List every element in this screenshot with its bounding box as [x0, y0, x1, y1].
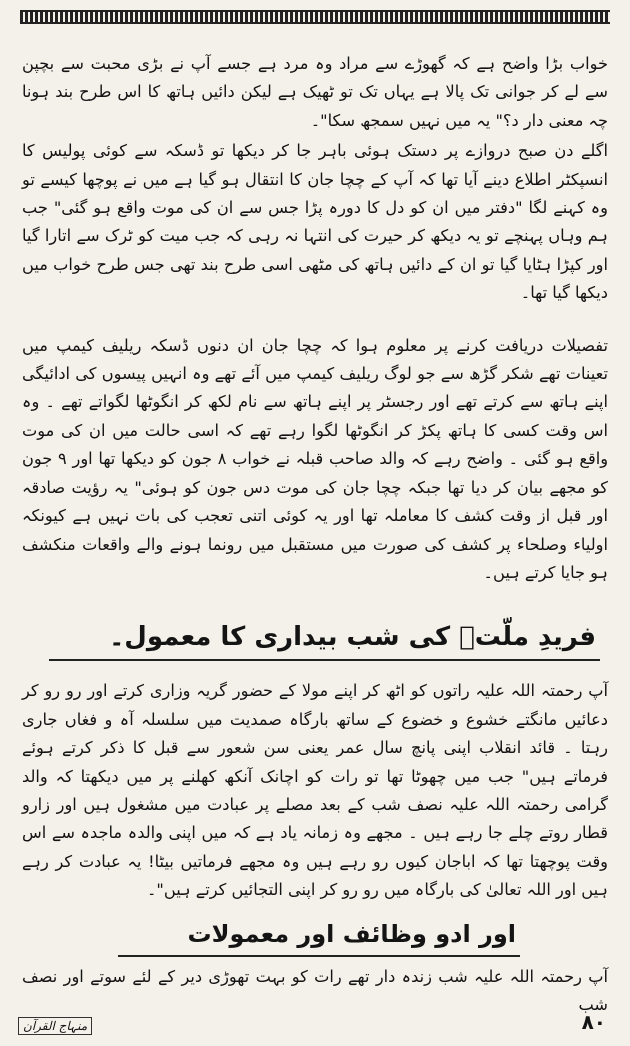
paragraph-night-routine: آپ رحمتہ اللہ علیہ شب زندہ دار تھے رات کو بہت تھوڑی دیر کے لئے سوتے اور نصف شب	[22, 966, 608, 1014]
section-heading-2-wrapper	[22, 917, 608, 957]
paragraph-relief-camp-details: تفصیلات دریافت کرنے پر معلوم ہوا کہ چچا جان ان دنوں ڈسکہ ریلیف کیمپ میں تعینات تھے شکر گڑھ سے جو لوگ ریلیف کیمپ میں آئے تھے وہ انہیں پیسوں کی ادائیگی اپنے ہاتھ سے کرتے تھے اور رجسٹر پر اپنے ہاتھ سے نام لکھ کر انگوٹھا لگواتے تھے ۔ وہ اس وقت کسی کا ہاتھ پکڑ کر انگوٹھا لگوا رہے تھے کہ اسی حالت میں ان کی موت واقع ہو گئی ۔ واضح رہے کہ والد صاحب قبلہ نے خواب ۸ جون کو دیکھا تھا اور ۹ جون کو مجھے بیان کر دیا تھا جبکہ چچا جان کی موت دس جون کو ہوئی" یہ رؤیت صادقہ اور قبل از وقت کشف کا معاملہ تھا اور یہ کوئی اتنی تعجب کی بات نہیں ہے کیونکہ اولیاء وصلحاء پر کشف کی صورت میں مستقبل میں رونما ہونے والے واقعات منکشف ہو جایا کرتے ہیں۔	[22, 335, 609, 582]
page-content	[22, 50, 608, 1019]
paragraph-night-prayers: آپ رحمتہ اللہ علیہ راتوں کو اٹھ کر اپنے مولا کے حضور گریہ وزاری کرتے اور رو رو کر دعائیں مانگتے خشوع و خضوع کے ساتھ بارگاہ صمدیت میں سلسلہ آہ و فغاں جاری رہتا ۔ قائد انقلاب اپنی پانچ سال عمر یعنی سن شعور سے قبل کا ذکر کرتے ہوئے فرماتے ہیں" جب میں چھوٹا تھا تو رات کو اچانک آنکھ کھلنے پر میں دیکھتا کہ والد گرامی رحمتہ اللہ علیہ نصف شب کے بعد مصلے پر عبادت میں مشغول ہیں اور زارو قطار روتے چلے جا رہے ہیں ۔ مجھے وہ زمانہ یاد ہے کہ میں اپنی والدہ ماجدہ سے اس وقت پوچھتا تھا کہ اباجان کیوں رو رہے ہیں وہ مجھے فرماتیں بیٹا! یہ عبادت کر رہے ہیں اور اللہ تعالیٰ کی بارگاہ میں رو رو کر اپنی التجائیں کرتے ہیں"۔	[22, 681, 608, 900]
top-border-rule	[20, 10, 610, 24]
paragraph-dream-interpretation: خواب بڑا واضح ہے کہ گھوڑے سے مراد وہ مرد ہے جسے آپ نے بڑی محبت سے بچپن سے لے کر جوانی تک پالا ہے یہاں تک تو ٹھیک ہے لیکن دائیں ہاتھ کا اس طرح بند ہونا چہ معنی دار د؟" یہ میں نہیں سمجھ سکا"۔	[22, 54, 608, 130]
paragraph-uncle-death-news: اگلے دن صبح دروازے پر دستک ہوئی باہر جا کر دیکھا تو ڈسکہ سے کوئی پولیس کا انسپکٹر اطلاع دینے آیا تھا کہ آپ کے چچا جان کا انتقال ہو گیا ہے میں نے پوچھا کیسے تو وہ کہنے لگا "دفتر میں ان کو دل کا دورہ پڑا جس سے ان کی موت واقع ہو گئی" جب ہم وہاں پہنچے تو یہ دیکھ کر حیرت کی انتہا نہ رہی کہ جب میت کو ٹرک سے اتارا گیا اور کپڑا ہٹایا گیا تو ان کے دائیں ہاتھ کی مٹھی اسی طرح بند تھی جس طرح خواب میں دیکھا گیا تھا۔	[22, 141, 608, 303]
section-heading-wrapper	[22, 619, 608, 661]
section-heading-night-vigil: فریدِ ملّتؒ کی شب بیداری کا معمول۔	[49, 619, 600, 661]
page-number: ۸۰	[581, 1010, 606, 1034]
publisher-logo: منہاج القرآن	[18, 1017, 92, 1035]
section-heading-litanies: اور ادو وظائف اور معمولات	[118, 917, 520, 957]
